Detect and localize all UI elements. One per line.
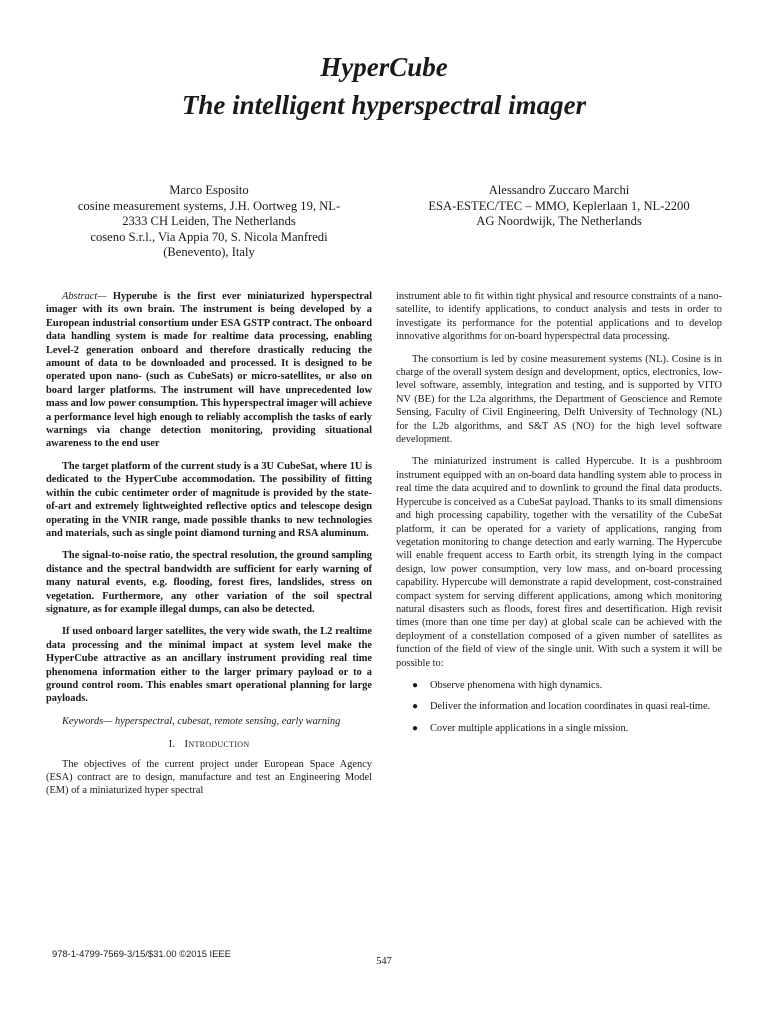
bullet-icon: ● (412, 679, 419, 691)
list-item-text: Cover multiple applications in a single mission. (430, 722, 629, 734)
copyright-footer: 978-1-4799-7569-3/15/$31.00 ©2015 IEEE (52, 948, 231, 959)
section-title: Introduction (184, 738, 250, 751)
intro-paragraph-1-continued: instrument able to fit within tight physical and resource constraints of a nano-satellite, to identify applications, to conduct analysis and tests in order to investigate its performance for the potential applications and to develop innovative algorithms for on-board hyperspectral data processing. (396, 291, 722, 343)
list-item (396, 679, 722, 692)
author-affiliation-line: coseno S.r.l., Via Appia 70, S. Nicola Manfredi (90, 229, 328, 244)
paper-title-line-1: HyperCube (320, 52, 448, 82)
abstract-paragraph-3: The signal-to-noise ratio, the spectral resolution, the ground sampling distance and the spectral bandwidth are sufficient for early warning of many natural events, e.g. flooding, forest fires, landslides, stress on vegetation. Furthermore, any other variation of the soil spectral signature, as for example illegal dumps, can also be detected. (46, 550, 372, 615)
list-item-text: Deliver the information and location coordinates in quasi real-time. (430, 701, 711, 713)
author-affiliation-line: ESA-ESTEC/TEC – MMO, Keplerlaan 1, NL-2200 (428, 198, 690, 213)
bullet-icon: ● (412, 701, 419, 713)
section-number: I. (168, 738, 176, 751)
abstract-paragraph-4: If used onboard larger satellites, the very wide swath, the L2 realtime data processing and the minimal impact at system level make the HyperCube attractive as an ancillary instrument providing real time phenomena information either to the larger primary payload or to a ground control room. This enables smart operational planning for large payloads. (46, 626, 372, 705)
list-item (396, 700, 722, 713)
left-column (46, 290, 372, 807)
abstract-text: Hyperube is the first ever miniaturized hyperspectral imager with its own brain. The instrument is being developed by a European industrial consortium under ESA GSTP contract. The onboard data handling system is made for realtime data processing, enabling Level-2 generation onboard and therefore drastically reducing the amount of data to be downloaded and processed. It is designed to be operated upon nano- (such as CubeSats) or micro-satellites, or also on board larger platforms. The instrument will have unprecedented low mass and low power consumption. This hyperspectral imager will achieve a performance level high enough to reliably accomplish the tasks of early warnings via change detection monitoring, providing situational awareness to the end user (46, 291, 372, 450)
list-item-text: Observe phenomena with high dynamics. (430, 679, 603, 691)
keywords: Keywords— hyperspectral, cubesat, remote sensing, early warning (62, 715, 341, 727)
abstract-paragraph (46, 290, 372, 451)
paper-title-line-2: The intelligent hyperspectral imager (181, 90, 587, 120)
list-item (396, 722, 722, 735)
author-block-1 (46, 183, 372, 261)
section-heading-introduction (46, 738, 372, 751)
capabilities-list (396, 679, 722, 735)
intro-paragraph-1-start: The objectives of the current project under European Space Agency (ESA) contract are to design, manufacture and test an Engineering Model (EM) of a miniaturized hyper spectral (46, 758, 372, 797)
author-affiliation-line: (Benevento), Italy (163, 245, 255, 260)
author-name: Alessandro Zuccaro Marchi (488, 183, 630, 197)
right-column (396, 290, 722, 743)
author-affiliation-line: AG Noordwijk, The Netherlands (476, 214, 642, 229)
abstract-paragraph-2: The target platform of the current study is a 3U CubeSat, where 1U is dedicated to the HyperCube accommodation. The possibility of fitting within the cubic centimeter order of magnitude is provided by the state-of-art and extremely lightweighted reflective optics and telescope design operating in the VNIR range, made possible thanks to new technologies and materials, such as single point diamond turning and RSA aluminum. (46, 460, 372, 539)
author-affiliation-line: 2333 CH Leiden, The Netherlands (122, 214, 296, 229)
page-number: 547 (376, 956, 392, 967)
bullet-icon: ● (412, 722, 419, 734)
author-name: Marco Esposito (169, 183, 249, 197)
author-affiliation-line: cosine measurement systems, J.H. Oortweg 19, NL- (77, 198, 341, 213)
abstract-lead: Abstract— (62, 291, 107, 302)
author-block-2 (396, 183, 722, 230)
intro-paragraph-2: The consortium is led by cosine measurement systems (NL). Cosine is in charge of the overall system design and development, optics, electronics, low-level software, assembly, integration and testing, and is supported by VITO NV (BE) for the L2a algorithms, the Department of Geoscience and Remote Sensing, Faculty of Civil Engineering, Delft University of Technology (NL) for the L2b algorithms, and S&T AS (NO) for the high level software development. (396, 353, 722, 446)
intro-paragraph-3: The miniaturized instrument is called Hypercube. It is a pushbroom instrument equipped with an on-board data handling system able to process in real time the data acquired and to downlink to ground the final data products. Hypercube is conceived as a CubeSat payload. Thanks to its small dimensions and high processing capability, together with the versatility of the CubeSat platform, it can be operated for a variety of applications, ranging from vegetation monitoring to change detection and early warning. The Hypercube will enable frequent access to Earth orbit, its strength lying in the compact design, low power consumption, very low mass, and on-board processing capability. Hypercube will demonstrate a rapid development, cost-constrained compact system for serving different applications, among which monitoring natural disasters such as floods, forest fires and desertification. High revisit times (more than one time per day) at global scale can be achieved with the deployment of a constellation composed of a given number of satellites as function of the field of view of the single unit. With such a system it will be possible to: (396, 456, 722, 669)
